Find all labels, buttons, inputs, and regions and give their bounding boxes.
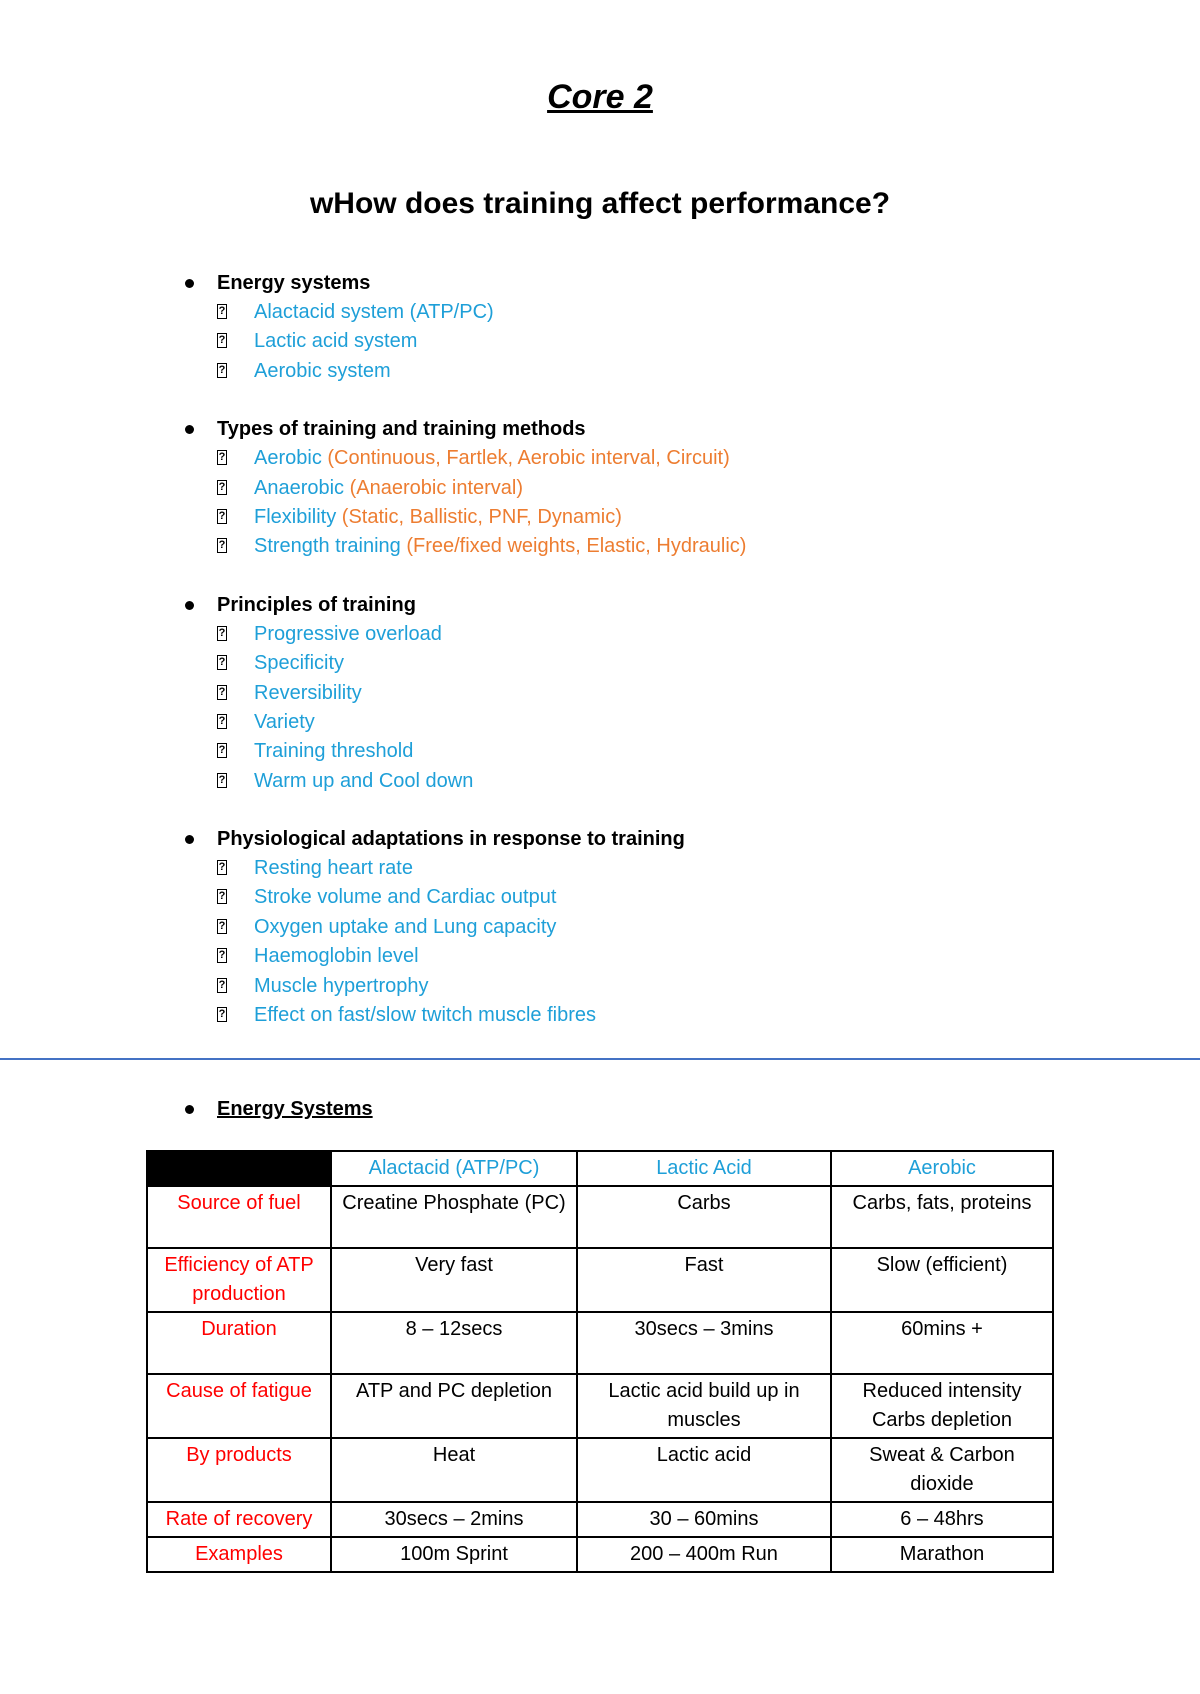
missing-glyph-icon: ?	[218, 305, 226, 317]
item-text: Oxygen uptake and Lung capacity	[254, 915, 557, 938]
table-row	[147, 1537, 1053, 1572]
item-text: Effect on fast/slow twitch muscle fibres	[254, 1004, 596, 1027]
list-item	[180, 708, 1080, 737]
row-header: By products	[147, 1438, 331, 1502]
table-cell: 60mins +	[831, 1312, 1053, 1374]
table-row	[147, 1186, 1053, 1248]
list-item	[180, 1001, 1080, 1030]
bullet-icon	[185, 601, 194, 610]
item-text: Progressive overload	[254, 622, 442, 645]
item-detail: (Static, Ballistic, PNF, Dynamic)	[336, 505, 622, 528]
table-cell: Slow (efficient)	[831, 1248, 1053, 1312]
table-header-row	[147, 1151, 1053, 1186]
list-item	[180, 503, 1080, 532]
missing-glyph-icon: ?	[218, 539, 226, 552]
missing-glyph-icon: ?	[218, 334, 226, 347]
table-cell: 30 – 60mins	[577, 1502, 831, 1537]
outline-section	[180, 268, 1080, 386]
outline-section	[180, 414, 1080, 562]
table-cell: 200 – 400m Run	[577, 1537, 831, 1572]
item-text: Training threshold	[254, 740, 414, 763]
energy-systems-heading	[180, 1094, 373, 1124]
table-cell: Carbs	[577, 1186, 831, 1248]
row-header: Examples	[147, 1537, 331, 1572]
missing-glyph-icon: ?	[218, 685, 226, 698]
outline-section	[180, 824, 1080, 1030]
item-text: Stroke volume and Cardiac output	[254, 886, 557, 909]
row-header: Duration	[147, 1312, 331, 1374]
missing-glyph-icon: ?	[218, 744, 226, 757]
missing-glyph-icon: ?	[218, 626, 226, 639]
item-text: Resting heart rate	[254, 857, 413, 880]
table-cell: Lactic acid	[577, 1438, 831, 1502]
table-cell: Creatine Phosphate (PC)	[331, 1186, 577, 1248]
table-cell: Carbs, fats, proteins	[831, 1186, 1053, 1248]
missing-glyph-icon: ?	[218, 890, 226, 903]
table-cell: Sweat & Carbon dioxide	[831, 1438, 1053, 1502]
section-heading-text: Physiological adaptations in response to training	[217, 828, 685, 851]
section-heading	[180, 824, 1080, 854]
row-header: Efficiency of ATP production	[147, 1248, 331, 1312]
missing-glyph-icon: ?	[218, 861, 226, 874]
energy-systems-table	[146, 1150, 1054, 1573]
table-cell: Reduced intensity Carbs depletion	[831, 1374, 1053, 1438]
table-cell: 30secs – 3mins	[577, 1312, 831, 1374]
list-item	[180, 883, 1080, 912]
list-item	[180, 620, 1080, 649]
list-item	[180, 357, 1080, 386]
table-cell: 100m Sprint	[331, 1537, 577, 1572]
bullet-icon	[185, 425, 194, 434]
missing-glyph-icon: ?	[218, 978, 226, 991]
table-row	[147, 1502, 1053, 1537]
list-item	[180, 298, 1080, 327]
section-heading-text: Energy systems	[217, 272, 371, 294]
item-text: Reversibility	[254, 681, 362, 704]
table-cell: Lactic acid build up in muscles	[577, 1374, 831, 1438]
missing-glyph-icon: ?	[218, 451, 226, 464]
row-header: Source of fuel	[147, 1186, 331, 1248]
list-item	[180, 767, 1080, 796]
bullet-icon	[185, 1105, 194, 1114]
table-cell: 6 – 48hrs	[831, 1502, 1053, 1537]
section-heading	[180, 414, 1080, 444]
missing-glyph-icon: ?	[218, 480, 226, 493]
table-cell: Marathon	[831, 1537, 1053, 1572]
list-item	[180, 474, 1080, 503]
missing-glyph-icon: ?	[218, 773, 226, 786]
list-item	[180, 649, 1080, 678]
item-detail: (Anaerobic interval)	[344, 476, 524, 499]
sub-list	[180, 298, 1080, 386]
missing-glyph-icon: ?	[218, 1008, 226, 1021]
list-item	[180, 854, 1080, 883]
missing-glyph-icon: ?	[218, 919, 226, 932]
item-text: Lactic acid system	[254, 330, 418, 353]
page-subtitle: wHow does training affect performance?	[309, 187, 891, 220]
missing-glyph-icon: ?	[218, 949, 226, 962]
column-header: Lactic Acid	[577, 1151, 831, 1186]
column-header: Alactacid (ATP/PC)	[331, 1151, 577, 1186]
table-cell: Fast	[577, 1248, 831, 1312]
bullet-icon	[185, 279, 194, 288]
list-item	[180, 737, 1080, 766]
sub-list	[180, 620, 1080, 796]
list-item	[180, 913, 1080, 942]
table-cell: Very fast	[331, 1248, 577, 1312]
table-row	[147, 1438, 1053, 1502]
item-text: Aerobic	[254, 447, 322, 470]
item-text: Flexibility	[254, 505, 337, 528]
bullet-icon	[185, 835, 194, 844]
list-item	[180, 327, 1080, 356]
table-cell: ATP and PC depletion	[331, 1374, 577, 1438]
list-item	[180, 532, 1080, 561]
item-text: Aerobic system	[254, 359, 391, 382]
table-row	[147, 1374, 1053, 1438]
item-text: Alactacid system (ATP/PC)	[254, 301, 494, 323]
section-divider	[0, 1058, 1200, 1060]
table-row	[147, 1312, 1053, 1374]
item-detail: (Free/fixed weights, Elastic, Hydraulic)	[400, 535, 747, 558]
sub-list	[180, 444, 1080, 562]
list-item	[180, 972, 1080, 1001]
table-cell: Heat	[331, 1438, 577, 1502]
missing-glyph-icon: ?	[218, 363, 226, 376]
column-header: Aerobic	[831, 1151, 1053, 1186]
list-item	[180, 444, 1080, 473]
sub-list	[180, 854, 1080, 1030]
item-text: Anaerobic	[254, 476, 345, 499]
missing-glyph-icon: ?	[218, 656, 226, 669]
row-header: Cause of fatigue	[147, 1374, 331, 1438]
item-text: Variety	[254, 710, 315, 733]
header-blank-cell	[147, 1151, 331, 1186]
item-text: Warm up and Cool down	[254, 769, 474, 792]
item-text: Haemoglobin level	[254, 945, 419, 968]
missing-glyph-icon: ?	[218, 714, 226, 727]
page-title: Core 2	[547, 78, 653, 116]
missing-glyph-icon: ?	[218, 509, 226, 522]
topic-outline	[180, 268, 1080, 1058]
section-heading	[180, 268, 1080, 298]
section-heading	[180, 590, 1080, 620]
outline-section	[180, 590, 1080, 796]
section-heading-text: Types of training and training methods	[217, 418, 586, 441]
list-item	[180, 679, 1080, 708]
energy-systems-heading-text: Energy Systems	[217, 1098, 373, 1120]
item-text: Muscle hypertrophy	[254, 974, 429, 997]
table-cell: 8 – 12secs	[331, 1312, 577, 1374]
item-text: Strength training	[254, 535, 401, 558]
section-heading-text: Principles of training	[217, 593, 416, 616]
table-row	[147, 1248, 1053, 1312]
item-text: Specificity	[254, 652, 345, 675]
list-item	[180, 942, 1080, 971]
item-detail: (Continuous, Fartlek, Aerobic interval, Circuit)	[321, 447, 730, 470]
table-cell: 30secs – 2mins	[331, 1502, 577, 1537]
row-header: Rate of recovery	[147, 1502, 331, 1537]
